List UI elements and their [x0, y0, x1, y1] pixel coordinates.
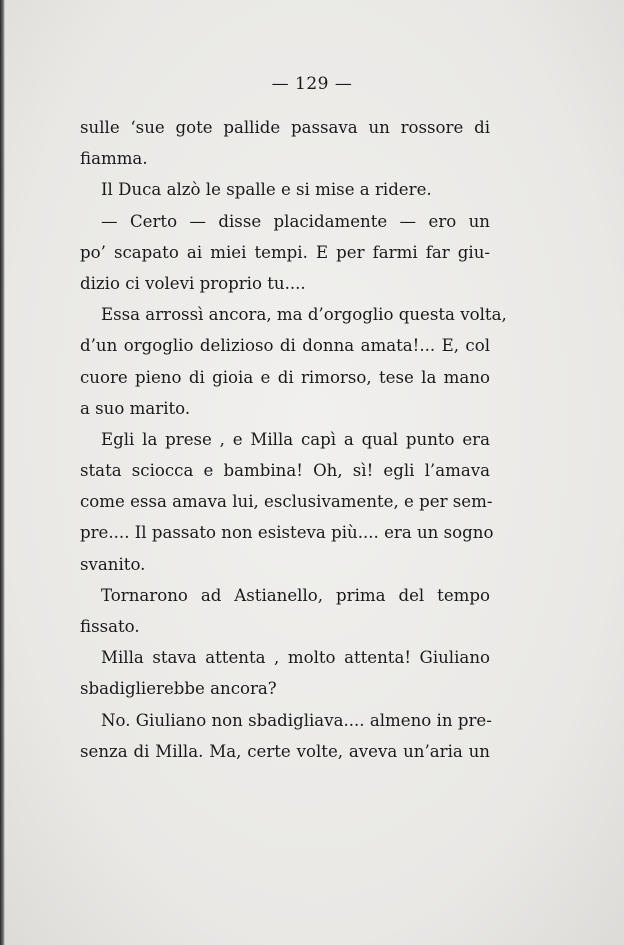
text-line: dizio ci volevi proprio tu.... [80, 273, 306, 293]
text-line: Tornarono ad Astianello, prima del tempo [101, 585, 490, 605]
text-line: Milla stava attenta , molto attenta! Giuliano [101, 648, 490, 668]
text-line: Il Duca alzò le spalle e si mise a ridere. [101, 180, 432, 200]
text-line: sulle ʻsue gote pallide passava un rossore di [80, 118, 490, 137]
page-number: — 129 — [271, 74, 353, 94]
text-line: Essa arrossì ancora, ma d’orgoglio questa volta, [101, 305, 507, 325]
text-line: cuore pieno di gioia e di rimorso, tese la mano [80, 367, 490, 387]
text-line: — Certo — disse placidamente — ero un [101, 211, 490, 231]
text-line: d’un orgoglio delizioso di donna amata!... E, col [80, 336, 490, 356]
body-text [80, 112, 507, 767]
page-spine-shadow [0, 0, 5, 945]
text-line: No. Giuliano non sbadigliava.... almeno in pre- [101, 710, 492, 730]
text-line: pre.... Il passato non esisteva più.... era un sogno [80, 523, 494, 543]
text-line: sbadiglierebbe ancora? [80, 679, 277, 699]
text-line: Egli la prese , e Milla capì a qual punto era [101, 429, 490, 449]
text-line: a suo marito. [80, 398, 191, 418]
text-line: svanito. [80, 554, 146, 574]
text-line: fissato. [80, 617, 140, 636]
text-line: po’ scapato ai miei tempi. E per farmi far giu- [80, 242, 490, 262]
text-line: stata sciocca e bambina! Oh, sì! egli l’amava [80, 461, 490, 481]
text-line: senza di Milla. Ma, certe volte, aveva un’aria un [80, 741, 490, 761]
text-line: fiamma. [80, 149, 148, 169]
text-line: come essa amava lui, esclusivamente, e per sem- [80, 492, 493, 512]
